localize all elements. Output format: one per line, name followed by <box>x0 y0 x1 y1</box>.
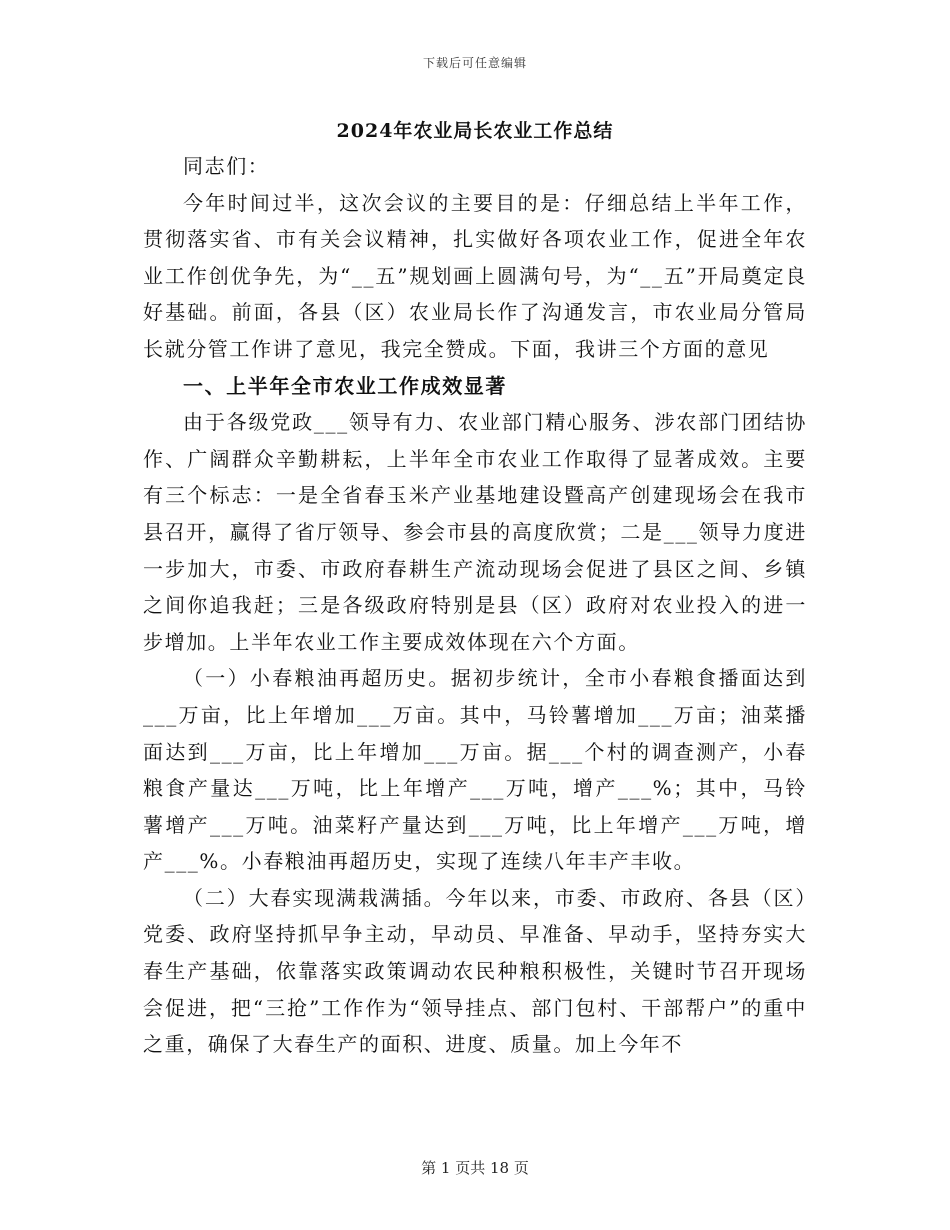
salutation-paragraph: 同志们： <box>183 154 270 178</box>
body-paragraph: （二）大春实现满栽满插。今年以来，市委、市政府、各县（区）党委、政府坚持抓早争主动，早动员、早准备、早动手，坚持夯实大春生产基础，依靠落实政策调动农民种粮积极性，关键时节召开现场会促进，把“三抢”工作作为“领导挂点、部门包村、干部帮户”的重中之重，确保了大春生产的面积、进度、质量。加上今年不 <box>143 885 807 1057</box>
body-paragraph: 由于各级党政___领导有力、农业部门精心服务、涉农部门团结协作、广阔群众辛勤耕耘，上半年全市农业工作取得了显著成效。主要有三个标志：一是全省春玉米产业基地建设暨高产创建现场会在我市县召开，赢得了省厅领导、参会市县的高度欣赏；二是___领导力度进一步加大，市委、市政府春耕生产流动现场会促进了县区之间、乡镇之间你追我赶；三是各级政府特别是县（区）政府对农业投入的进一步增加。上半年农业工作主要成效体现在六个方面。 <box>143 410 807 654</box>
document-title: 2024年农业局长农业工作总结 <box>336 120 614 142</box>
page-header-note: 下载后可任意编辑 <box>422 56 527 70</box>
document-body <box>143 148 807 1063</box>
page-footer: 第 1 页共 18 页 <box>421 1159 529 1177</box>
body-paragraph: （一）小春粮油再超历史。据初步统计，全市小春粮食播面达到___万亩，比上年增加___万亩。其中，马铃薯增加___万亩；油菜播面达到___万亩，比上年增加___万亩。据___个村的调查测产，小春粮食产量达___万吨，比上年增产___万吨，增产___%；其中，马铃薯增产___万吨。油菜籽产量达到___万吨，比上年增产___万吨，增产___%。小春粮油再超历史，实现了连续八年丰产丰收。 <box>143 666 807 874</box>
section-heading: 一、上半年全市农业工作成效显著 <box>183 373 507 398</box>
intro-paragraph: 今年时间过半，这次会议的主要目的是：仔细总结上半年工作，贯彻落实省、市有关会议精神，扎实做好各项农业工作，促进全年农业工作创优争先，为“__五”规划画上圆满句号，为“__五”开局奠定良好基础。前面，各县（区）农业局长作了沟通发言，市农业局分管局长就分管工作讲了意见，我完全赞成。下面，我讲三个方面的意见 <box>143 190 807 361</box>
